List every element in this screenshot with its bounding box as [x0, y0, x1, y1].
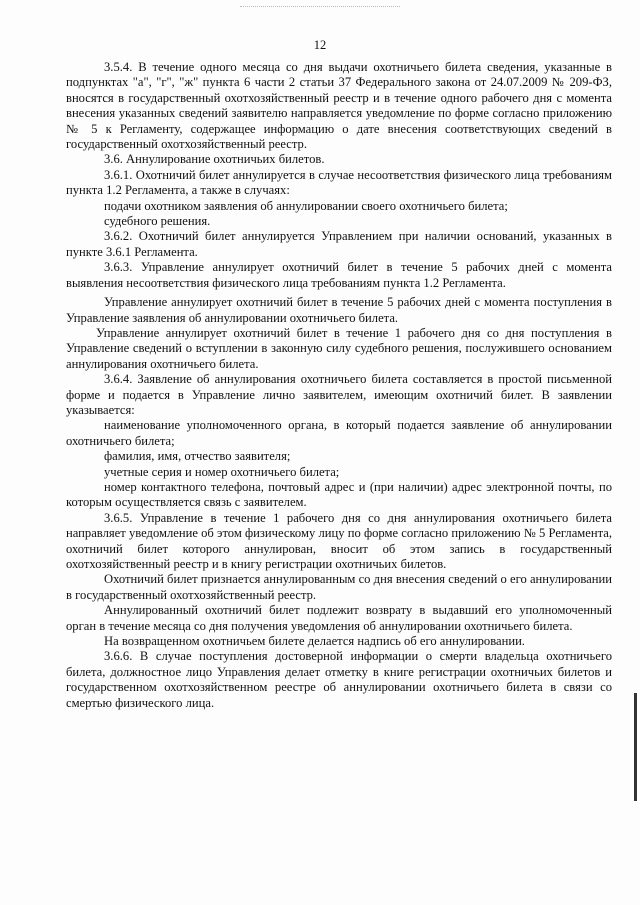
paragraph: Управление аннулирует охотничий билет в течение 5 рабочих дней с момента поступления в Управление заявления об аннулировании охотничьего билета.	[66, 295, 612, 325]
paragraph-3-6-6: 3.6.6. В случае поступления достоверной информации о смерти владельца охотничьего билета, должностное лицо Управления делает отметку в книге регистрации охотничьих билетов и государственном охотхозяйственном реестре об аннулировании охотничьего билета в связи со смертью физического лица.	[66, 649, 612, 710]
document-body	[66, 60, 612, 711]
list-item: подачи охотником заявления об аннулировании своего охотничьего билета;	[104, 198, 508, 213]
list-item: номер контактного телефона, почтовый адрес и (при наличии) адрес электронной почты, по которым осуществляется связь с заявителем.	[66, 479, 612, 510]
paragraph: Управление аннулирует охотничий билет в течение 1 рабочего дня со дня поступления в Управление сведений о вступлении в законную силу судебного решения, послужившего основанием аннулирования охотничьего билета.	[66, 325, 612, 371]
scan-edge-mark	[634, 693, 637, 801]
list-item: учетные серия и номер охотничьего билета;	[104, 464, 340, 479]
paragraph: Аннулированный охотничий билет подлежит возврату в выдавший его уполномоченный орган в течение месяца со дня получения уведомления об аннулировании охотничьего билета.	[66, 603, 612, 633]
paragraph: Охотничий билет признается аннулированным со дня внесения сведений о его аннулировании в государственный охотхозяйственный реестр.	[66, 572, 612, 602]
paragraph-3-6-4: 3.6.4. Заявление об аннулирования охотничьего билета составляется в простой письменной форме и подается в Управление лично заявителем, имеющим охотничий билет. В заявлении указывается:	[66, 372, 612, 417]
paragraph-3-6-2: 3.6.2. Охотничий билет аннулируется Управлением при наличии оснований, указанных в пункте 3.6.1 Регламента.	[66, 229, 612, 259]
paragraph-3-5-4: 3.5.4. В течение одного месяца со дня выдачи охотничьего билета сведения, указанные в подпунктах "а", "г", "ж" пункта 6 части 2 статьи 37 Федерального закона от 24.07.2009 № 209-ФЗ, вносятся в государственный охотхозяйственный реестр и в течение одного рабочего дня с момента внесения указанных сведений заявителю направляется уведомление по форме согласно приложению № 5 к Регламенту, содержащее информацию о дате внесения соответствующих сведений в государственный охотхозяйственный реестр.	[66, 60, 612, 152]
list-item: фамилия, имя, отчество заявителя;	[104, 449, 291, 464]
paragraph: На возвращенном охотничьем билете делается надпись об его аннулировании.	[104, 634, 525, 649]
section-heading-3-6: 3.6. Аннулирование охотничьих билетов.	[104, 152, 325, 167]
paragraph-3-6-1: 3.6.1. Охотничий билет аннулируется в случае несоответствия физического лица требованиям пункта 1.2 Регламента, а также в случаях:	[66, 167, 612, 198]
paragraph-3-6-5: 3.6.5. Управление в течение 1 рабочего дня со дня аннулирования охотничьего билета направляет уведомление об этом физическому лицу по форме согласно приложению № 5 Регламента, охотничий билет которого аннулирован, вносит об этом запись в государственный охотхозяйственный реестр и в книгу регистрации охотничьих билетов.	[66, 510, 612, 571]
page-number: 12	[313, 38, 327, 52]
list-item: судебного решения.	[104, 214, 211, 229]
scan-artifact	[240, 0, 400, 7]
paragraph-3-6-3: 3.6.3. Управление аннулирует охотничий билет в течение 5 рабочих дней с момента выявления несоответствия физического лица требованиям пункта 1.2 Регламента.	[66, 260, 612, 290]
list-item: наименование уполномоченного органа, в который подается заявление об аннулировании охотничьего билета;	[66, 418, 612, 448]
